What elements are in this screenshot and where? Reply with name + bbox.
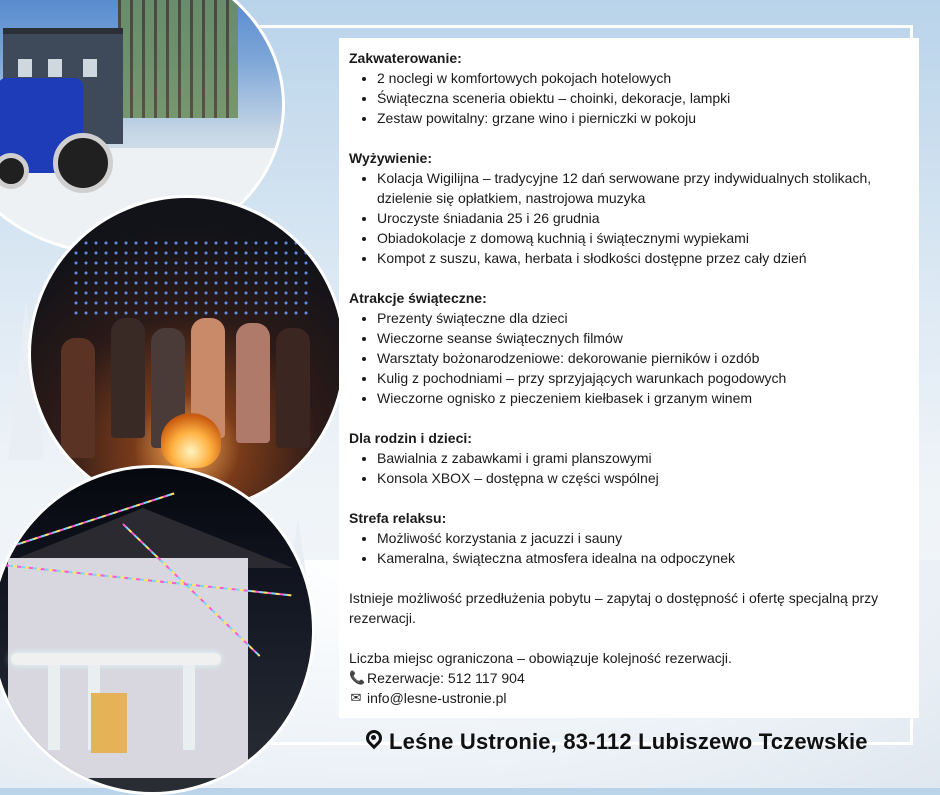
bonfire [161,413,221,468]
list-item: • Kulig z pochodniami – przy sprzyjających warunkach pogodowych [377,368,909,388]
porch-pillar [48,665,60,750]
list-item: • Kolacja Wigilijna – tradycyjne 12 dań serwowane przy indywidualnych stolikach, dzielenie się opłatkiem, nastrojowa muzyka [377,168,909,208]
list-item: • Warsztaty bożonarodzeniowe: dekorowanie pierników i ozdób [377,348,909,368]
guest [276,328,310,448]
section-title: Dla rodzin i dzieci: [349,430,472,446]
list-item: • Prezenty świąteczne dla dzieci [377,308,909,328]
limited-note: Liczba miejsc ograniczona – obowiązuje kolejność rezerwacji. [349,650,732,666]
list-item: • Wieczorne ognisko z pieczeniem kiełbasek i grzanym winem [377,388,909,408]
mail-icon: ✉ [350,690,362,705]
list-item: • Wieczorne seanse świątecznych filmów [377,328,909,348]
phone-text: Rezerwacje: 512 117 904 [367,670,525,686]
section-title: Strefa relaksu: [349,510,447,526]
section-title: Wyżywienie: [349,150,432,166]
map-pin-icon [365,730,383,754]
section-list [349,168,909,268]
list-item: • Bawialnia z zabawkami i grami planszowymi [377,448,909,468]
list-item: • Kompot z suszu, kawa, herbata i słodkości dostępne przez cały dzień [377,248,909,268]
list-item: • Kameralna, świąteczna atmosfera idealna na odpoczynek [377,548,909,568]
section-list [349,68,909,128]
tractor-wheel [53,133,113,193]
porch-canopy [11,653,221,665]
section-list [349,308,909,408]
phone-icon: 📞 [349,670,366,685]
list-item: • Konsola XBOX – dostępna w części wspólnej [377,468,909,488]
section-list [349,448,909,488]
porch-pillar [183,665,195,750]
guest [61,338,95,458]
section-title: Zakwaterowanie: [349,50,462,66]
entrance-door [91,693,127,753]
section-title: Atrakcje świąteczne: [349,290,487,306]
list-item: • Uroczyste śniadania 25 i 26 grudnia [377,208,909,228]
list-item: • 2 noclegi w komfortowych pokojach hotelowych [377,68,909,88]
guest [111,318,145,438]
house-facade [8,558,248,778]
offer-panel [339,38,919,718]
photo-house-night [0,465,315,795]
phone-contact[interactable] [349,668,909,688]
guest [236,323,270,443]
photo-bonfire [28,195,346,513]
list-item: • Obiadokolacje z domową kuchnią i świątecznymi wypiekami [377,228,909,248]
offer-sections [349,48,909,588]
address-bar [365,722,910,762]
email-text: info@lesne-ustronie.pl [367,690,507,706]
forest [118,0,238,118]
list-item: • Możliwość korzystania z jacuzzi i sauny [377,528,909,548]
list-item: • Zestaw powitalny: grzane wino i pierniczki w pokoju [377,108,909,128]
string-lights [71,238,311,318]
address-text: Leśne Ustronie, 83-112 Lubiszewo Tczewskie [389,729,868,754]
email-contact[interactable] [349,688,909,708]
extension-note: Istnieje możliwość przedłużenia pobytu – zapytaj o dostępność i ofertę specjalną przy rezerwacji. [349,590,879,626]
section-list [349,528,909,568]
list-item: • Świąteczna sceneria obiektu – choinki, dekoracje, lampki [377,88,909,108]
